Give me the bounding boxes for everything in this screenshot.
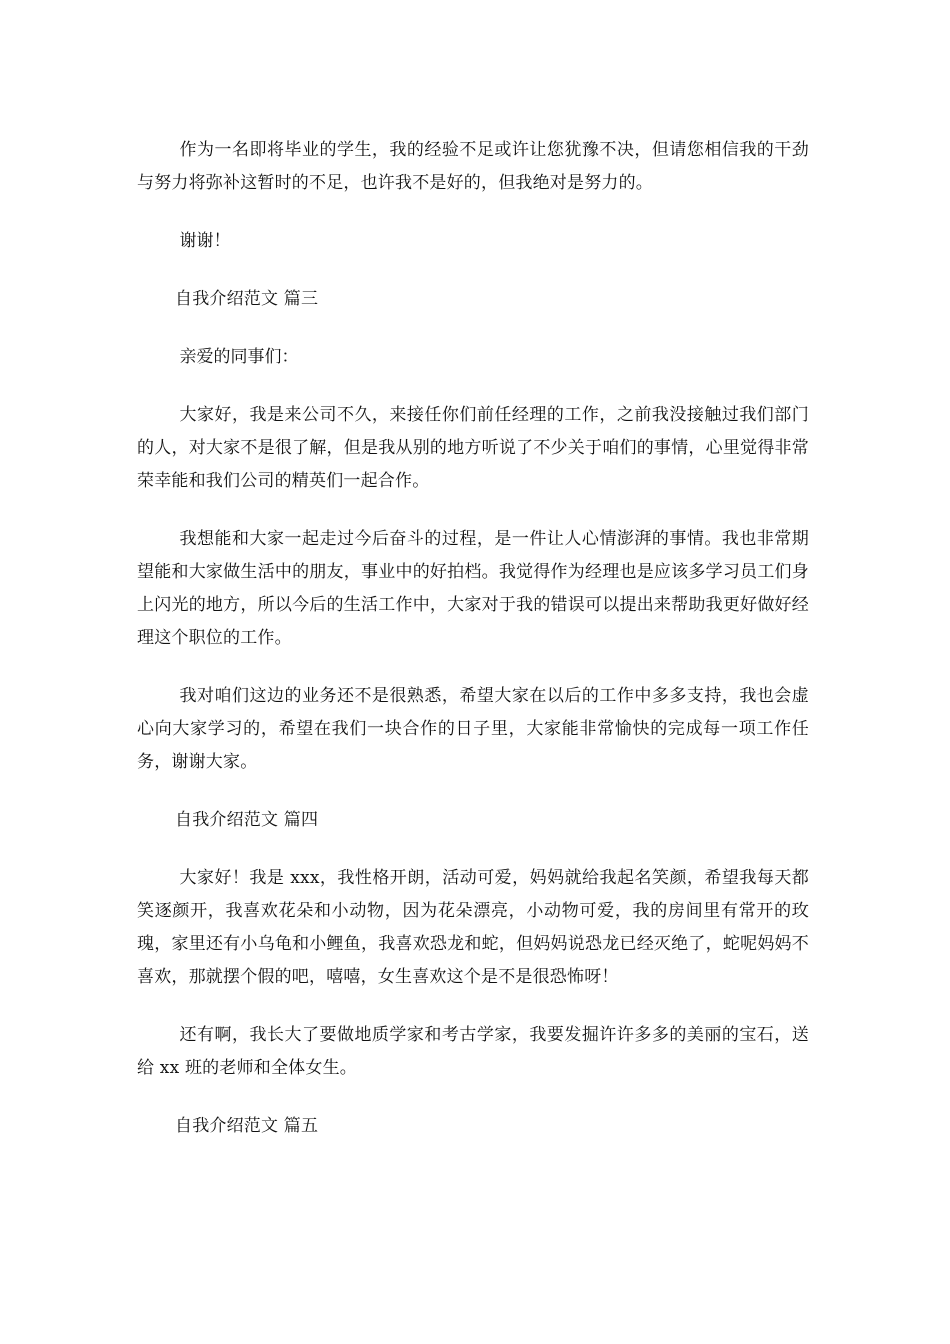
section-heading-part-five: 自我介绍范文 篇五 (175, 1116, 319, 1136)
document-body (137, 134, 809, 1168)
paragraph-graduate-closing: 作为一名即将毕业的学生，我的经验不足或许让您犹豫不决，但请您相信我的干劲与努力将弥补这暂时的不足，也许我不是好的，但我绝对是努力的。 (137, 140, 809, 193)
paragraph-manager-intro: 大家好，我是来公司不久，来接任你们前任经理的工作，之前我没接触过我们部门的人，对大家不是很了解，但是我从别的地方听说了不少关于咱们的事情，心里觉得非常荣幸能和我们公司的精英们一起合作。 (137, 405, 809, 491)
thanks-line: 谢谢！ (179, 231, 231, 251)
paragraph-manager-support: 我对咱们这边的业务还不是很熟悉，希望大家在以后的工作中多多支持，我也会虚心向大家学习的，希望在我们一块合作的日子里，大家能非常愉快的完成每一项工作任务，谢谢大家。 (137, 686, 809, 772)
paragraph-student-dream: 还有啊，我长大了要做地质学家和考古学家，我要发掘许许多多的美丽的宝石，送给 xx 班的老师和全体女生。 (137, 1025, 809, 1078)
section-heading-part-four: 自我介绍范文 篇四 (175, 810, 319, 830)
paragraph-student-intro: 大家好！我是 xxx，我性格开朗，活动可爱，妈妈就给我起名笑颜，希望我每天都笑逐颜开，我喜欢花朵和小动物，因为花朵漂亮，小动物可爱，我的房间里有常开的玫瑰，家里还有小乌龟和小鲤鱼，我喜欢恐龙和蛇，但妈妈说恐龙已经灭绝了，蛇呢妈妈不喜欢，那就摆个假的吧，嘻嘻，女生喜欢这个是不是很恐怖呀！ (137, 868, 809, 987)
section-heading-part-three: 自我介绍范文 篇三 (175, 289, 319, 309)
salutation-colleagues: 亲爱的同事们： (179, 347, 299, 367)
paragraph-manager-hopes: 我想能和大家一起走过今后奋斗的过程，是一件让人心情澎湃的事情。我也非常期望能和大家做生活中的朋友，事业中的好拍档。我觉得作为经理也是应该多学习员工们身上闪光的地方，所以今后的生活工作中，大家对于我的错误可以提出来帮助我更好做好经理这个职位的工作。 (137, 529, 809, 648)
